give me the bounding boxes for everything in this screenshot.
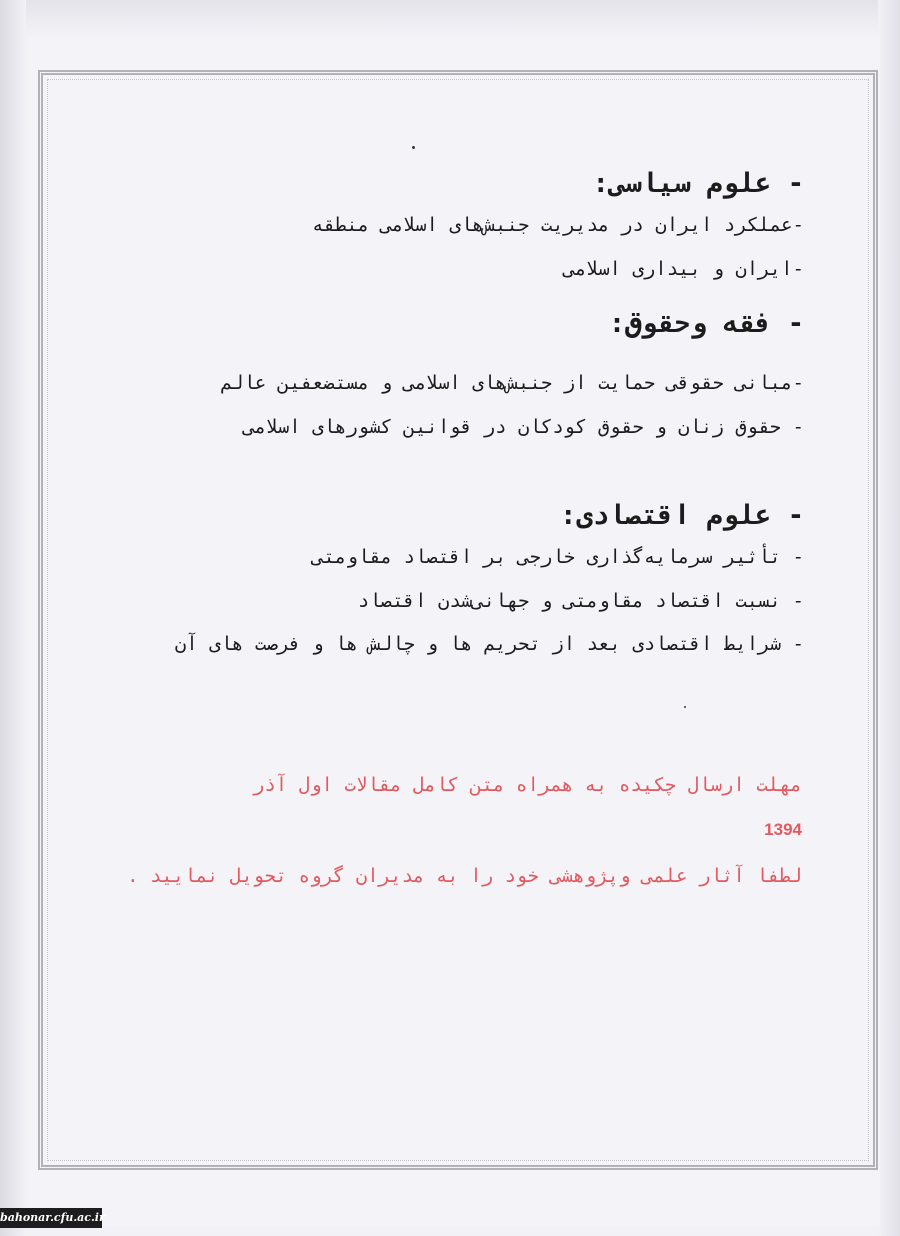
scan-edge-right xyxy=(878,0,900,1236)
scan-speck xyxy=(684,706,686,708)
submission-deadline-text: مهلت ارسال چکیده به همراه متن کامل مقالات اول آذر xyxy=(252,774,802,796)
list-item: - تأثیر سرمایه‌گذاری خارجی بر اقتصاد مقاومتی xyxy=(312,546,804,568)
list-item: - حقوق زنان و حقوق کودکان در قوانین کشورهای اسلامی xyxy=(243,416,804,438)
site-watermark: bahonar.cfu.ac.ir xyxy=(0,1208,102,1228)
section-heading-economics: - علوم اقتصادی: xyxy=(560,500,804,531)
scan-speck xyxy=(412,146,415,149)
list-item: -ایران و بیداری اسلامی xyxy=(563,258,804,280)
list-item: - شرایط اقتصادی بعد از تحریم ها و چالش ها و فرصت های آن xyxy=(174,633,804,655)
scan-edge-left xyxy=(0,0,26,1236)
page-border-inner xyxy=(47,79,869,1161)
list-item: -عملکرد ایران در مدیریت جنبش‌های اسلامی منطقه xyxy=(312,214,804,236)
scan-edge-top xyxy=(0,0,900,34)
list-item: -مبانی حقوقی حمایت از جنبش‌های اسلامی و مستضعفین عالم xyxy=(220,372,804,394)
submission-request-text: لطفا آثار علمی وپژوهشی خود را به مدیران گروه تحویل نمایید . xyxy=(127,865,802,887)
deadline-year: 1394 xyxy=(764,820,802,839)
section-heading-political-science: - علوم سیاسی: xyxy=(592,168,804,199)
list-item: - نسبت اقتصاد مقاومتی و جهانی‌شدن اقتصاد xyxy=(357,590,804,612)
section-heading-jurisprudence-law: - فقه وحقوق: xyxy=(608,308,804,339)
